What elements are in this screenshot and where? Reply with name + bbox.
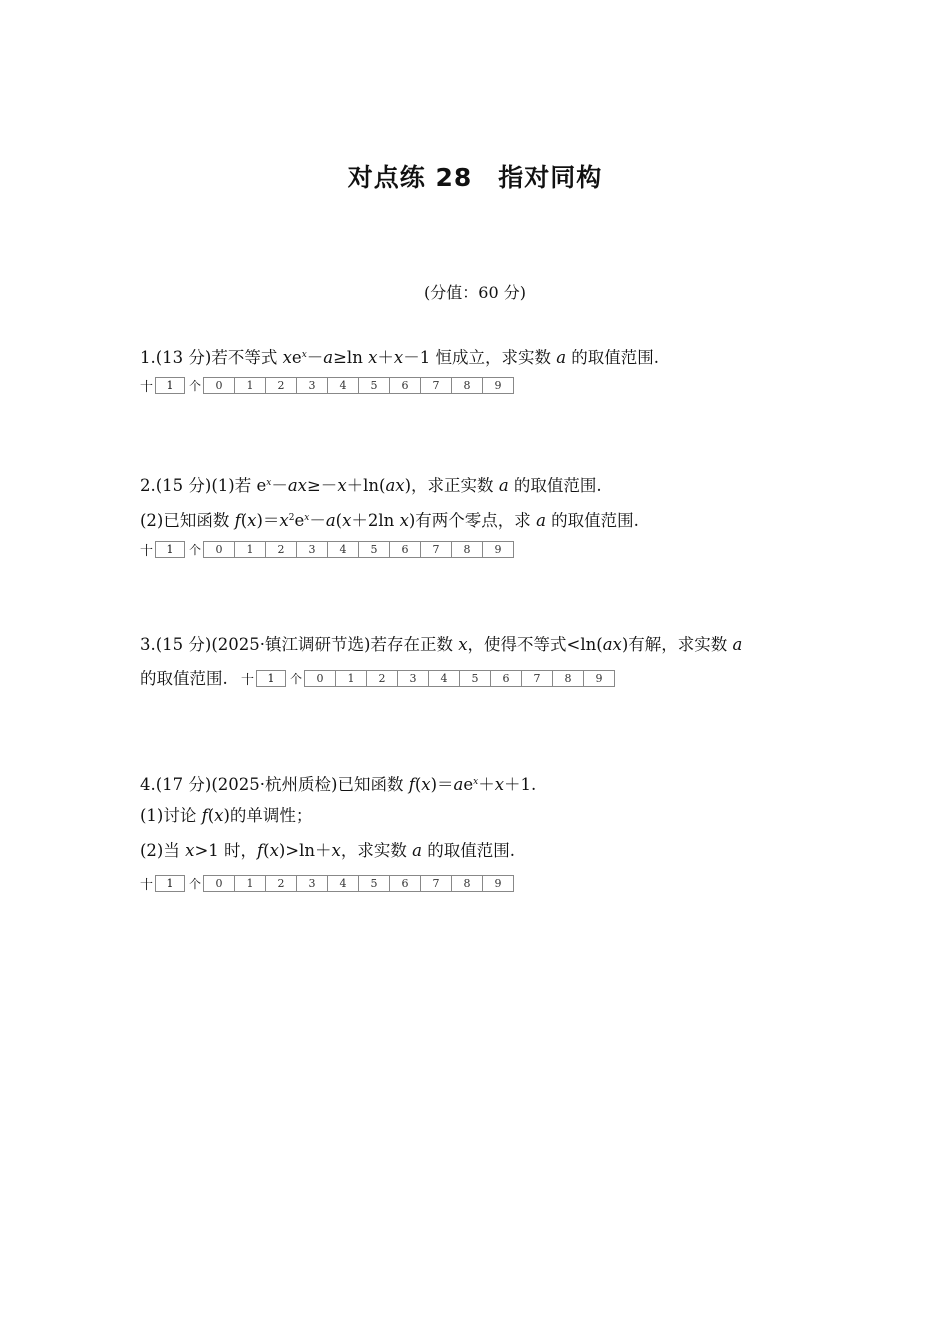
digit-cell-2[interactable]: 2: [265, 876, 296, 891]
question-4-line1-text: 4.(17 分)(2025·杭州质检)已知函数 $f(x)=ae^x+x+1$.: [140, 775, 537, 794]
digit-cell-7[interactable]: 7: [420, 378, 451, 393]
digit-cell-9[interactable]: 9: [482, 876, 513, 891]
digit-cell-7[interactable]: 7: [420, 542, 451, 557]
units-label: 个: [290, 671, 303, 686]
digit-cell-6[interactable]: 6: [490, 671, 521, 686]
tens-box[interactable]: 1: [155, 541, 185, 558]
digit-cell-1[interactable]: 1: [234, 876, 265, 891]
units-label: 个: [189, 378, 202, 393]
digit-cell-8[interactable]: 8: [451, 542, 482, 557]
units-label: 个: [189, 876, 202, 891]
question-4-line3-text: (2)当 x>1 时，f(x)>ln＋x，求实数 a 的取值范围.: [140, 841, 515, 860]
tens-box[interactable]: 1: [256, 670, 286, 687]
digit-cell-6[interactable]: 6: [389, 876, 420, 891]
digit-cell-0[interactable]: 0: [215, 876, 223, 890]
digit-cell-3[interactable]: 3: [296, 542, 327, 557]
digit-cell-8[interactable]: 8: [451, 378, 482, 393]
question-1-text: 1.(13 分)若不等式 $xe^x-a\ge\ln$ x＋x－1 恒成立，求实数 a 的取值范围.: [140, 348, 660, 367]
tens-mark: 十: [241, 672, 255, 688]
score-grid-q3: [241, 669, 615, 687]
digit-cell-5[interactable]: 5: [459, 671, 490, 686]
digit-cell-2[interactable]: 2: [265, 542, 296, 557]
digit-cell-0[interactable]: 0: [316, 671, 324, 685]
digit-cell-6[interactable]: 6: [389, 542, 420, 557]
digit-cell-4[interactable]: 4: [327, 542, 358, 557]
tens-mark: 十: [140, 877, 154, 893]
digit-cell-3[interactable]: 3: [296, 876, 327, 891]
digit-cell-0[interactable]: 0: [215, 542, 223, 556]
digit-cell-0[interactable]: 0: [215, 378, 223, 392]
question-3-line2-text: 的取值范围.: [140, 669, 228, 688]
digit-cell-2[interactable]: 2: [366, 671, 397, 686]
score-grid-q4: [140, 874, 514, 892]
digit-cells: [203, 377, 514, 394]
digit-cells: [203, 875, 514, 892]
digit-cells: [203, 541, 514, 558]
score-label: (分值：60 分): [424, 283, 526, 302]
units-label: 个: [189, 542, 202, 557]
digit-cell-3[interactable]: 3: [397, 671, 428, 686]
digit-cell-5[interactable]: 5: [358, 378, 389, 393]
digit-cell-1[interactable]: 1: [234, 378, 265, 393]
question-3-line1-text: 3.(15 分)(2025·镇江调研节选)若存在正数 x，使得不等式<ln(ax)有解，求实数 a: [140, 635, 743, 654]
tens-mark: 十: [140, 543, 154, 559]
digit-cell-9[interactable]: 9: [583, 671, 614, 686]
digit-cell-3[interactable]: 3: [296, 378, 327, 393]
digit-cell-8[interactable]: 8: [451, 876, 482, 891]
digit-cell-5[interactable]: 5: [358, 876, 389, 891]
digit-cells: [304, 670, 615, 687]
tens-box[interactable]: 1: [155, 875, 185, 892]
digit-cell-1[interactable]: 1: [234, 542, 265, 557]
digit-cell-4[interactable]: 4: [327, 876, 358, 891]
tens-box[interactable]: 1: [155, 377, 185, 394]
digit-cell-6[interactable]: 6: [389, 378, 420, 393]
question-4-line2-text: (1)讨论 f(x)的单调性；: [140, 806, 313, 825]
score-grid-q1: [140, 376, 514, 394]
digit-cell-4[interactable]: 4: [327, 378, 358, 393]
question-2-part2-text: (2)已知函数 $f(x)=x^2e^x-a(x+2\ln$ x)有两个零点，求 a 的取值范围.: [140, 511, 639, 530]
digit-cell-7[interactable]: 7: [420, 876, 451, 891]
digit-cell-9[interactable]: 9: [482, 542, 513, 557]
score-grid-q2: [140, 540, 514, 558]
digit-cell-7[interactable]: 7: [521, 671, 552, 686]
digit-cell-5[interactable]: 5: [358, 542, 389, 557]
digit-cell-2[interactable]: 2: [265, 378, 296, 393]
question-2-part1-text: 2.(15 分)(1)若 $e^x-ax\ge-x+\ln(ax)$，求正实数 a 的取值范围.: [140, 476, 602, 495]
digit-cell-9[interactable]: 9: [482, 378, 513, 393]
tens-mark: 十: [140, 379, 154, 395]
page-title: 对点练 28 指对同构: [347, 163, 603, 192]
digit-cell-1[interactable]: 1: [335, 671, 366, 686]
digit-cell-8[interactable]: 8: [552, 671, 583, 686]
digit-cell-4[interactable]: 4: [428, 671, 459, 686]
